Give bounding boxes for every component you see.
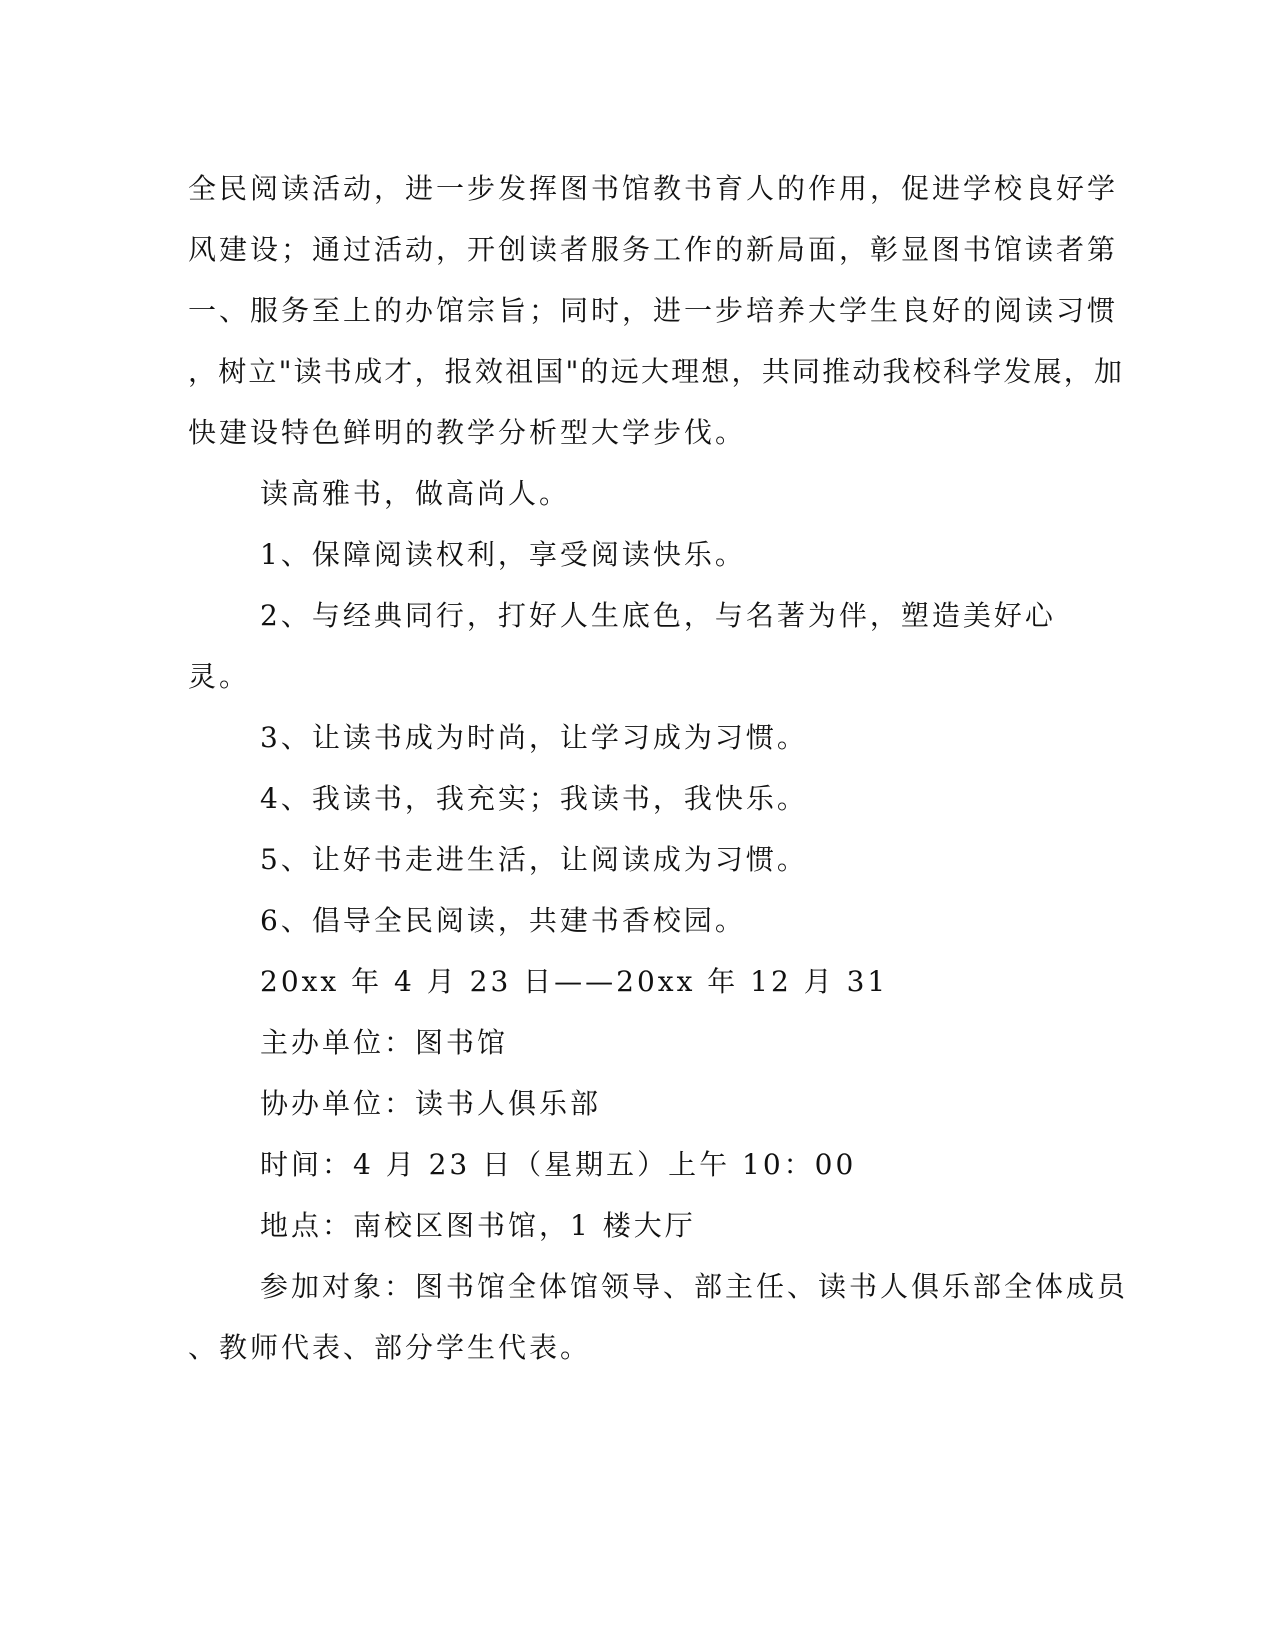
participants-paragraph: [188, 1256, 1129, 1378]
intro-line: 一、服务至上的办馆宗旨；同时，进一步培养大学生良好的阅读习惯: [188, 294, 1119, 327]
participants-line: 、教师代表、部分学生代表。: [188, 1331, 592, 1364]
intro-line: 风建设；通过活动，开创读者服务工作的新局面，彰显图书馆读者第: [188, 233, 1119, 266]
intro-paragraph: [188, 158, 1125, 463]
slogan-item-3: 3、让读书成为时尚，让学习成为习惯。: [260, 721, 808, 754]
slogan-item-1: 1、保障阅读权利，享受阅读快乐。: [260, 538, 746, 571]
slogan-item-5: 5、让好书走进生活，让阅读成为习惯。: [260, 843, 808, 876]
activity-period: 20xx 年 4 月 23 日——20xx 年 12 月 31: [260, 965, 889, 998]
organizer: 主办单位：图书馆: [260, 1026, 509, 1059]
co-organizer: 协办单位：读书人俱乐部: [260, 1087, 602, 1120]
document-body: [188, 158, 1129, 1378]
slogan-item-4: 4、我读书，我充实；我读书，我快乐。: [260, 782, 808, 815]
event-time: 时间：4 月 23 日（星期五）上午 10：00: [260, 1148, 857, 1181]
intro-line: ，树立"读书成才，报效祖国"的远大理想，共同推动我校科学发展，加: [188, 355, 1125, 388]
slogan-item-2: 2、与经典同行，打好人生底色，与名著为伴，塑造美好心灵。: [188, 599, 1056, 693]
slogan-item-6: 6、倡导全民阅读，共建书香校园。: [260, 904, 746, 937]
event-location: 地点：南校区图书馆，1 楼大厅: [260, 1209, 696, 1242]
intro-line: 全民阅读活动，进一步发挥图书馆教书育人的作用，促进学校良好学: [188, 172, 1119, 205]
slogan-heading: 读高雅书，做高尚人。: [260, 477, 571, 510]
intro-line: 快建设特色鲜明的教学分析型大学步伐。: [188, 416, 747, 449]
participants-line: 参加对象：图书馆全体馆领导、部主任、读书人俱乐部全体成员: [260, 1270, 1129, 1303]
